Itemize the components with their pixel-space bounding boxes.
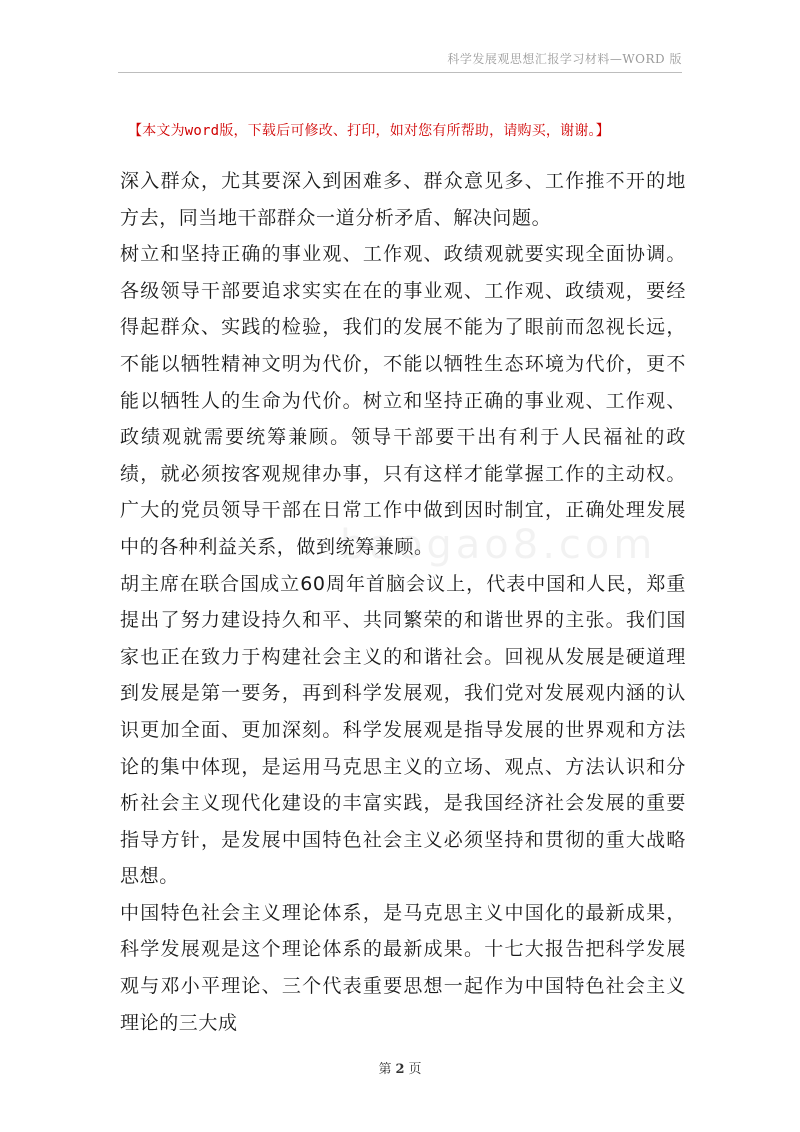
page-number-prefix: 第	[378, 1062, 392, 1077]
header-divider	[118, 72, 682, 73]
page-number: 2	[395, 1062, 405, 1077]
paragraph: 胡主席在联合国成立60周年首脑会议上，代表中国和人民，郑重提出了努力建设持久和平、共同繁荣的和谐世界的主张。我们国家也正在致力于构建社会主义的和谐社会。回视从发展是硬道理到发展是第一要务，再到科学发展观，我们党对发展观内涵的认识更加全面、更加深刻。科学发展观是指导发展的世界观和方法论的集中体现，是运用马克思主义的立场、观点、方法认识和分析社会主义现代化建设的丰富实践，是我国经济社会发展的重要指导方针，是发展中国特色社会主义必须坚持和贯彻的重大战略思想。	[120, 572, 686, 888]
paragraph: 树立和坚持正确的事业观、工作观、政绩观就要实现全面协调。各级领导干部要追求实实在在的事业观、工作观、政绩观，要经得起群众、实践的检验，我们的发展不能为了眼前而忽视长远，不能以牺牲精神文明为代价，不能以牺牲生态环境为代价，更不能以牺牲人的生命为代价。树立和坚持正确的事业观、工作观、政绩观就需要统筹兼顾。领导干部要干出有利于人民福祉的政绩，就必须按客观规律办事，只有这样才能掌握工作的主动权。广大的党员领导干部在日常工作中做到因时制宜，正确处理发展中的各种利益关系，做到统筹兼顾。	[120, 243, 686, 558]
watermark: baogao8.com	[340, 522, 657, 568]
page-footer	[0, 1058, 800, 1077]
page-number-suffix: 页	[408, 1062, 422, 1077]
document-body	[120, 163, 686, 1041]
paragraph: 中国特色社会主义理论体系，是马克思主义中国化的最新成果，科学发展观是这个理论体系的最新成果。十七大报告把科学发展观与邓小平理论、三个代表重要思想一起作为中国特色社会主义理论的三大成	[120, 901, 686, 1034]
download-notice: 【本文为word版，下载后可修改、打印，如对您有所帮助，请购买，谢谢。】	[128, 123, 610, 139]
paragraph: 深入群众，尤其要深入到困难多、群众意见多、工作推不开的地方去，同当地干部群众一道分析矛盾、解决问题。	[120, 170, 686, 229]
header-title: 科学发展观思想汇报学习材料—WORD 版	[447, 52, 682, 66]
